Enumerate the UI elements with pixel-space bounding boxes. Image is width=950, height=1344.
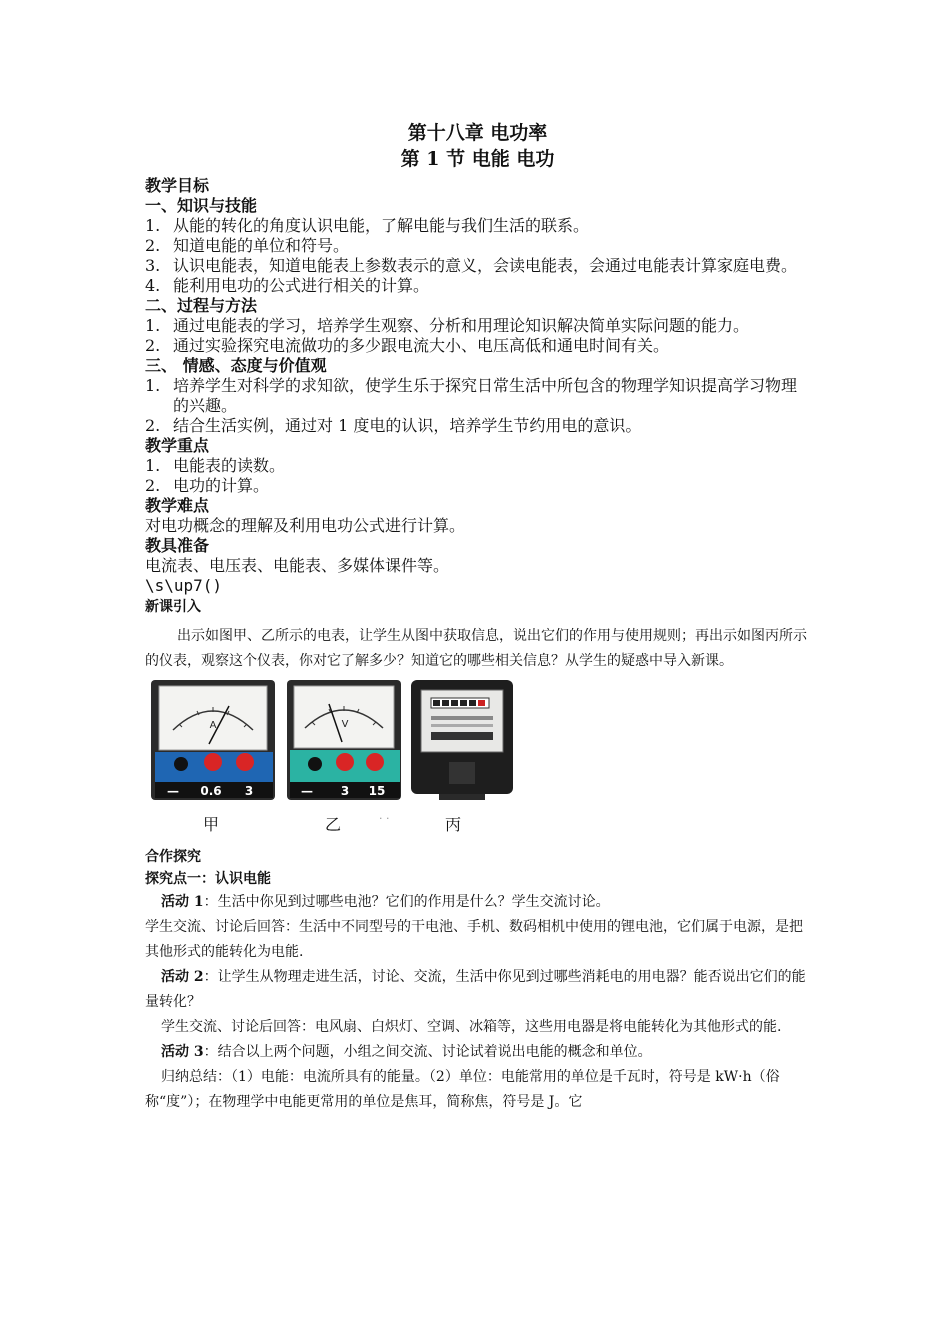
voltmeter-image bbox=[285, 678, 405, 802]
process-heading: 二、过程与方法 bbox=[145, 296, 258, 315]
tools-heading: 教具准备 bbox=[145, 536, 210, 555]
section-title: 第 1 节 电能 电功 bbox=[400, 148, 555, 170]
intro-paragraph: 出示如图甲、乙所示的电表，让学生从图中获取信息，说出它们的作用与使用规则；再出示如图丙所示的仪表，观察这个仪表，你对它了解多少？知道它的哪些相关信息？从学生的疑惑中导入新课。 bbox=[145, 628, 807, 669]
voltmeter-terminal-3: 3 bbox=[340, 784, 350, 798]
list-item: 2. 结合生活实例，通过对 1 度电的认识，培养学生节约用电的意识。 bbox=[145, 416, 642, 435]
point1-heading: 探究点一：认识电能 bbox=[145, 871, 271, 887]
tools-text: 电流表、电压表、电能表、多媒体课件等。 bbox=[145, 556, 450, 575]
ammeter-terminal-3: 3 bbox=[244, 784, 254, 798]
activity2-label: 活动 2 bbox=[161, 969, 204, 985]
ammeter-scale-label: A bbox=[209, 720, 217, 731]
activity3-label: 活动 3 bbox=[161, 1044, 204, 1060]
objectives-heading: 教学目标 bbox=[145, 176, 210, 195]
list-item: 3. 认识电能表，知道电能表上参数表示的意义，会读电能表，会通过电能表计算家庭电费。 bbox=[145, 256, 798, 275]
caption-yi: 乙 bbox=[325, 815, 342, 834]
list-item: 1. 培养学生对科学的求知欲，使学生乐于探究日常生活中所包含的物理学知识提高学习物理的兴趣。 bbox=[145, 376, 798, 415]
summary-paragraph: 归纳总结：（1）电能：电流所具有的能量。（2）单位：电能常用的单位是千瓦时，符号是 kW·h（俗称“度”）；在物理学中电能更常用的单位是焦耳，简称焦，符号是 J。它 bbox=[145, 1069, 780, 1110]
process-list bbox=[145, 316, 810, 356]
activity2-paragraph bbox=[145, 965, 810, 1015]
knowledge-heading: 一、知识与技能 bbox=[145, 196, 258, 215]
key-points-heading: 教学重点 bbox=[145, 436, 210, 455]
activity3-paragraph bbox=[145, 1040, 810, 1065]
field-code-text: \s\up7() bbox=[145, 576, 223, 595]
list-item: 2. 通过实验探究电流做功的多少跟电流大小、电压高低和通电时间有关。 bbox=[145, 336, 670, 355]
voltmeter-scale-label: V bbox=[341, 719, 349, 730]
coop-heading: 合作探究 bbox=[145, 849, 201, 865]
chapter-title: 第十八章 电功率 bbox=[407, 122, 548, 144]
list-item: 2. 电功的计算。 bbox=[145, 476, 270, 495]
list-item: 1. 通过电能表的学习，培养学生观察、分析和用理论知识解决简单实际问题的能力。 bbox=[145, 316, 750, 335]
list-item: 1. 从能的转化的角度认识电能，了解电能与我们生活的联系。 bbox=[145, 216, 590, 235]
voltmeter-terminal-15: 15 bbox=[368, 784, 386, 798]
ammeter-terminal-neg: — bbox=[167, 784, 179, 798]
caption-bing: 丙 bbox=[445, 815, 462, 834]
ammeter-image bbox=[149, 678, 279, 802]
attitude-heading: 三、 情感、态度与价值观 bbox=[145, 356, 327, 375]
list-item: 4. 能利用电功的公式进行相关的计算。 bbox=[145, 276, 430, 295]
intro-heading: 新课引入 bbox=[145, 599, 201, 615]
energy-meter-image bbox=[409, 678, 517, 802]
key-points-list bbox=[145, 456, 810, 496]
lesson-content bbox=[145, 120, 810, 1115]
difficulty-text: 对电功概念的理解及利用电功公式进行计算。 bbox=[145, 516, 466, 535]
activity2-text: ：让学生从物理走进生活，讨论、交流，生活中你见到过哪些消耗电的用电器？能否说出它们的能量转化？ bbox=[145, 969, 806, 1010]
caption-jia: 甲 bbox=[203, 815, 220, 834]
caption-dots: · · bbox=[379, 812, 390, 825]
attitude-list bbox=[145, 376, 810, 436]
knowledge-list bbox=[145, 216, 810, 296]
difficulty-heading: 教学难点 bbox=[145, 496, 210, 515]
answer1-paragraph: 学生交流、讨论后回答：生活中不同型号的干电池、手机、数码相机中使用的锂电池，它们属于电源，是把其他形式的能转化为电能. bbox=[145, 919, 803, 960]
answer2-paragraph: 学生交流、讨论后回答：电风扇、白炽灯、空调、冰箱等，这些用电器是将电能转化为其他形式的能. bbox=[161, 1019, 782, 1035]
list-item: 1. 电能表的读数。 bbox=[145, 456, 286, 475]
meters-figure bbox=[147, 678, 527, 838]
activity3-text: ：结合以上两个问题，小组之间交流、讨论试着说出电能的概念和单位。 bbox=[203, 1044, 652, 1060]
voltmeter-terminal-neg: — bbox=[301, 784, 313, 798]
list-item: 2. 知道电能的单位和符号。 bbox=[145, 236, 350, 255]
activity1-text: ：生活中你见到过哪些电池？它们的作用是什么？学生交流讨论。 bbox=[203, 894, 610, 910]
activity1-label: 活动 1 bbox=[161, 894, 204, 910]
activity1-paragraph bbox=[145, 890, 810, 915]
ammeter-terminal-06: 0.6 bbox=[200, 784, 222, 798]
